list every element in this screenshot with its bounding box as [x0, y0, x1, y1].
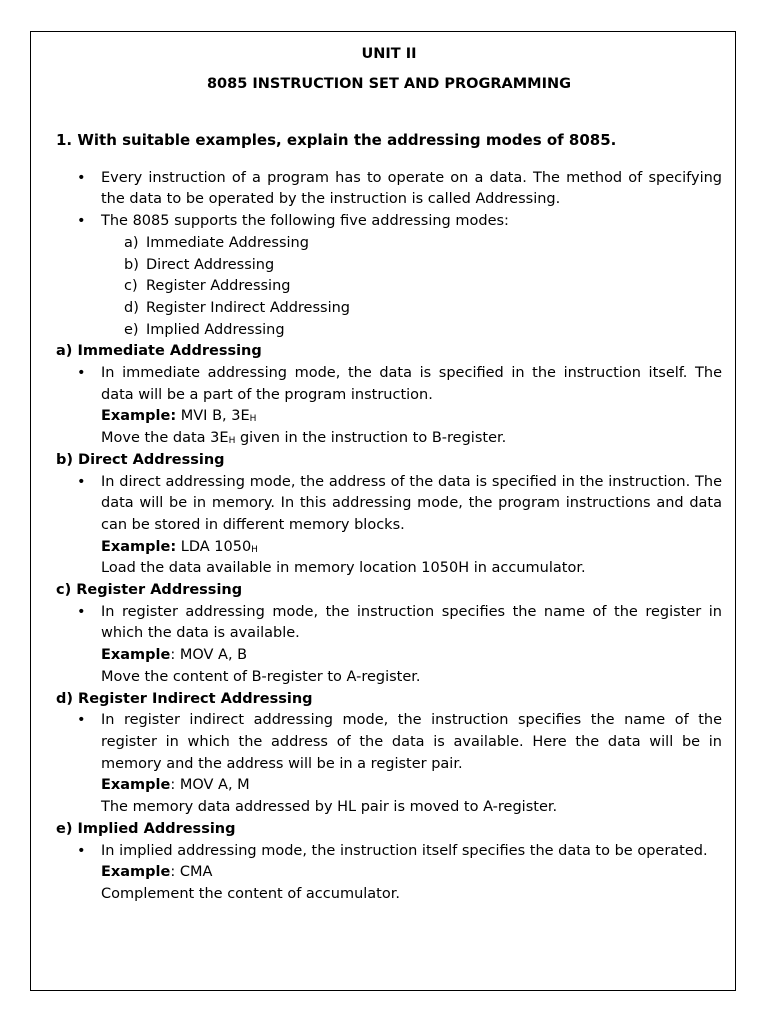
example-code: : CMA	[170, 864, 213, 881]
mode-label: Immediate Addressing	[146, 234, 309, 251]
mode-label: Register Addressing	[146, 278, 291, 295]
section-bullet-implied	[56, 841, 722, 863]
bullet-icon: •	[77, 603, 86, 620]
mode-item	[124, 233, 722, 255]
example-line-register	[56, 645, 722, 667]
bullet-icon: •	[77, 712, 86, 729]
description-text: given in the instruction to B-register.	[235, 430, 507, 447]
description-text: Move the data 3E	[101, 430, 229, 447]
mode-item	[124, 276, 722, 298]
section-heading-direct: b) Direct Addressing	[56, 451, 225, 468]
example-line-indirect	[56, 775, 722, 797]
example-code: : MOV A, B	[170, 647, 248, 664]
hex-subscript: H	[251, 544, 258, 555]
bullet-icon: •	[77, 473, 86, 490]
intro-bullet-2	[56, 211, 722, 233]
mode-marker: c)	[124, 278, 138, 295]
hex-subscript: H	[228, 436, 236, 447]
question-heading: 1. With suitable examples, explain the addressing modes of 8085.	[56, 131, 617, 149]
example-code: MVI B, 3E	[176, 408, 250, 425]
section-bullet-direct	[56, 472, 722, 537]
mode-label: Direct Addressing	[146, 256, 275, 273]
example-description-direct: Load the data available in memory location 1050H in accumulator.	[101, 560, 586, 577]
chapter-title: 8085 INSTRUCTION SET AND PROGRAMMING	[206, 76, 572, 92]
mode-label: Register Indirect Addressing	[146, 299, 351, 316]
section-bullet-register	[56, 602, 722, 645]
example-line-direct	[56, 537, 722, 559]
modes-list	[56, 233, 722, 342]
mode-marker: d)	[124, 299, 139, 316]
section-heading-implied: e) Implied Addressing	[56, 820, 236, 837]
section-bullet-text: In implied addressing mode, the instruction itself specifies the data to be operated.	[101, 842, 708, 859]
unit-title: UNIT II	[361, 46, 417, 62]
section-heading-register: c) Register Addressing	[56, 582, 243, 599]
mode-item	[124, 255, 722, 277]
intro-bullet-1	[56, 168, 722, 211]
mode-label: Implied Addressing	[146, 321, 285, 338]
section-bullet-text: In register indirect addressing mode, the instruction specifies the name of the register in which the address of the data is available. Here the data will be in memory and the address will be in a register pair.	[101, 712, 722, 772]
section-bullet-text: In direct addressing mode, the address of the data is specified in the instruction. The data will be in memory. In this addressing mode, the program instructions and data can be stored in different memory blocks.	[101, 473, 722, 533]
example-description-immediate	[56, 428, 722, 450]
bullet-icon: •	[77, 842, 86, 859]
mode-marker: e)	[124, 321, 139, 338]
bullet-icon: •	[77, 213, 86, 230]
intro-bullet-1-text: Every instruction of a program has to operate on a data. The method of specifying the data to be operated by the instruction is called Addressing.	[101, 169, 722, 208]
example-label: Example	[101, 647, 171, 664]
bullet-icon: •	[77, 365, 86, 382]
bullet-icon: •	[77, 169, 86, 186]
mode-item	[124, 298, 722, 320]
hex-subscript: H	[249, 414, 257, 425]
example-description-register: Move the content of B-register to A-register.	[101, 668, 421, 685]
example-label: Example	[101, 864, 171, 881]
mode-item	[124, 320, 722, 342]
section-bullet-indirect	[56, 710, 722, 775]
example-code: LDA 1050	[176, 538, 252, 555]
example-label: Example:	[101, 538, 177, 555]
mode-marker: b)	[124, 256, 139, 273]
section-bullet-immediate	[56, 363, 722, 406]
section-bullet-text: In immediate addressing mode, the data is specified in the instruction itself. The data will be a part of the program instruction.	[101, 365, 722, 403]
section-heading-indirect: d) Register Indirect Addressing	[56, 690, 313, 707]
example-description-implied: Complement the content of accumulator.	[101, 885, 400, 902]
example-code: : MOV A, M	[170, 777, 250, 794]
example-description-indirect: The memory data addressed by HL pair is moved to A-register.	[101, 799, 558, 816]
example-line-immediate	[56, 406, 722, 428]
section-heading-immediate: a) Immediate Addressing	[56, 343, 262, 360]
example-label: Example:	[101, 408, 177, 425]
example-label: Example	[101, 777, 171, 794]
example-line-implied	[56, 862, 722, 884]
document-body	[56, 43, 722, 906]
section-bullet-text: In register addressing mode, the instruction specifies the name of the register in which the data is available.	[101, 603, 722, 642]
intro-bullet-2-text: The 8085 supports the following five addressing modes:	[101, 213, 509, 230]
mode-marker: a)	[124, 234, 139, 251]
